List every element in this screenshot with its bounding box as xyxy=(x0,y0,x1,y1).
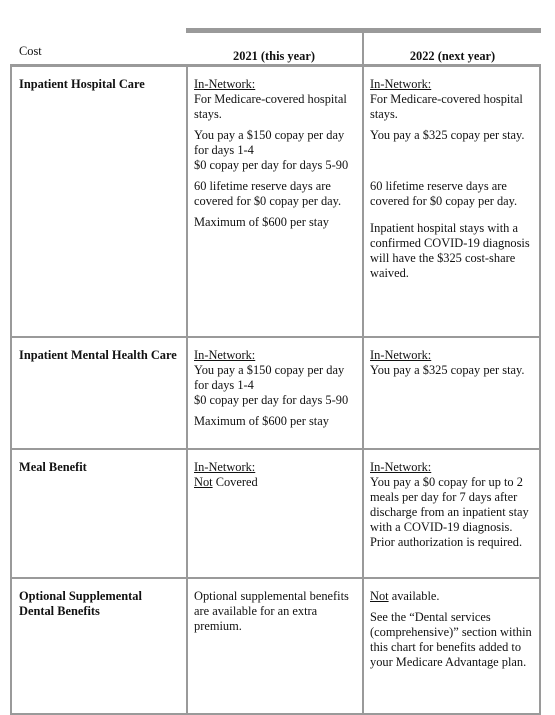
row-label: Optional Supplemental Dental Benefits xyxy=(12,579,188,713)
header-2021: 2021 (this year) xyxy=(233,49,315,63)
cell-2021: In-Network: You pay a $150 copay per day for days 1-4 $0 copay per day for days 5-90 Maximum of $600 per stay xyxy=(188,338,364,448)
header-years xyxy=(186,28,541,64)
cell-2022: In-Network: For Medicare-covered hospital stays. You pay a $325 copay per stay. 60 lifetime reserve days are covered for $0 copay per day. Inpatient hospital stays with a confirmed COVID-19 diagnosis will have the $325 cost-share waived. xyxy=(370,77,530,280)
cell-2022: In-Network: You pay a $325 copay per stay. xyxy=(370,348,525,377)
benefits-comparison-table xyxy=(10,28,541,669)
in-network-heading: In-Network: xyxy=(194,348,256,362)
table-row-inpatient-hospital xyxy=(10,67,541,338)
header-2022: 2022 (next year) xyxy=(409,49,496,63)
in-network-heading: In-Network: xyxy=(370,77,432,91)
cell-2022: Not available. See the “Dental services (comprehensive)” section within this chart for benefits added to your Medicare Advantage plan. xyxy=(370,589,532,669)
in-network-heading: In-Network: xyxy=(194,77,256,91)
table-header xyxy=(10,28,541,64)
in-network-heading: In-Network: xyxy=(370,460,432,474)
row-label: Inpatient Hospital Care xyxy=(12,67,188,336)
cell-2021: Optional supplemental benefits are available for an extra premium. xyxy=(188,579,364,713)
in-network-heading: In-Network: xyxy=(194,460,256,474)
in-network-heading: In-Network: xyxy=(370,348,432,362)
table-row-inpatient-mental-health xyxy=(10,338,541,450)
row-label: Inpatient Mental Health Care xyxy=(12,338,188,448)
row-label: Meal Benefit xyxy=(12,450,188,577)
table-row-meal-benefit xyxy=(10,450,541,579)
cell-2021: In-Network: Not Covered xyxy=(188,450,364,577)
header-cost: Cost xyxy=(19,44,42,58)
cell-2021: In-Network: For Medicare-covered hospital stays. You pay a $150 copay per day for days 1-4 $0 copay per day for days 5-90 60 lifetime reserve days are covered for $0 copay per day. Maximum of $600 per stay xyxy=(188,67,364,336)
table-row-dental-benefits xyxy=(10,579,541,715)
cell-2022: In-Network: You pay a $0 copay for up to 2 meals per day for 7 days after discharge from an inpatient stay with a COVID-19 diagnosis. Prior authorization is required. xyxy=(370,460,529,549)
